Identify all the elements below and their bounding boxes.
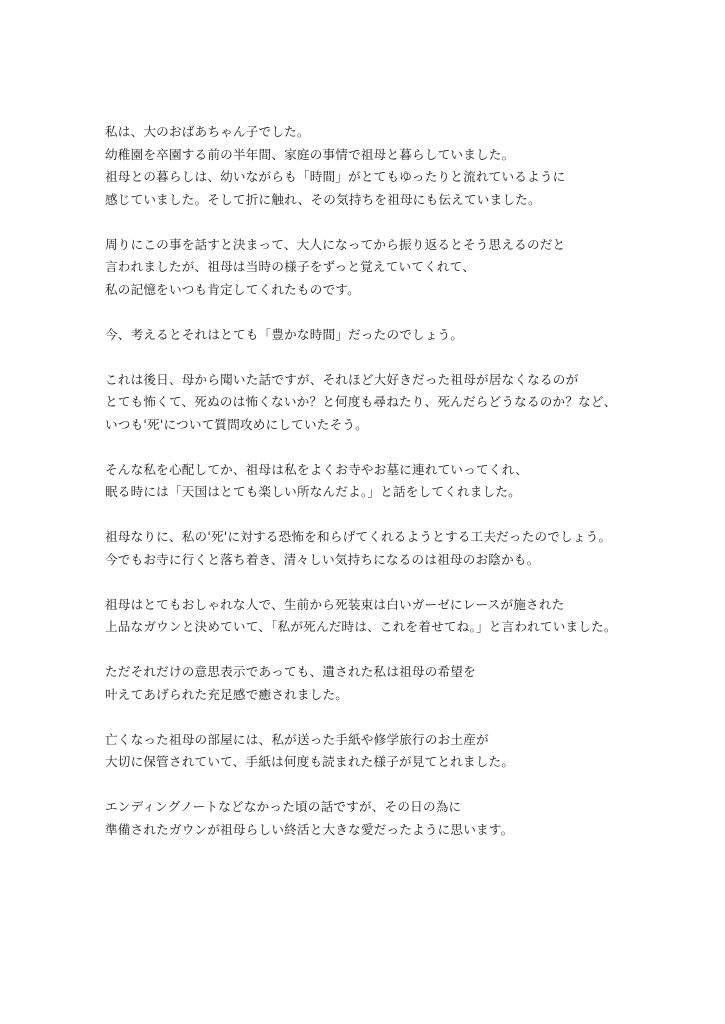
paragraph-1 [105, 121, 665, 211]
text-line: 祖母との暮らしは、幼いながらも「時間」がとてもゆったりと流れているように [105, 169, 566, 184]
text-line: 祖母なりに、私の'死'に対する恐怖を和らげてくれるようとする工夫だったのでしょう。 [105, 529, 612, 544]
text-line: 亡くなった祖母の部屋には、私が送った手紙や修学旅行のお土産が [105, 731, 489, 747]
text-line: いつも'死'について質問攻めにしていたそう。 [105, 416, 368, 432]
text-line: 叶えてあげられた充足感で癒されました。 [105, 686, 349, 702]
text-line: とても怖くて、死ぬのは怖くないか？と何度も尋ねたり、死んだらどうなるのか？など、 [105, 394, 617, 409]
text-line: これは後日、母から聞いた話ですが、それほど大好きだった祖母が居なくなるのが [105, 371, 579, 387]
paragraph-2 [105, 234, 665, 302]
text-line: 言われましたが、祖母は当時の様子をずっと覚えていてくれて、 [105, 259, 476, 274]
text-line: そんな私を心配してか、祖母は私をよくお寺やお墓に連れていってくれ、 [105, 461, 528, 477]
paragraph-7 [105, 594, 665, 639]
paragraph-4 [105, 369, 665, 437]
text-line: 周りにこの事を話すと決まって、大人になってから振り返るとそう思えるのだと [105, 236, 566, 252]
paragraph-8 [105, 661, 665, 706]
text-line: 私は、大のおばあちゃん子でした。 [105, 124, 310, 139]
document-body [105, 121, 665, 864]
paragraph-9 [105, 729, 665, 774]
text-line: ただそれだけの意思表示であっても、遺された私は祖母の希望を [105, 664, 476, 679]
text-line: 祖母はとてもおしゃれな人で、生前から死装束は白いガーゼにレースが施された [105, 596, 565, 612]
text-line: 今、考えるとそれはとても「豊かな時間」だったのでしょう。 [105, 326, 464, 342]
paragraph-10 [105, 796, 665, 841]
paragraph-6 [105, 526, 665, 571]
paragraph-5 [105, 459, 665, 504]
text-line: エンディングノートなどなかった頃の話ですが、その日の為に [105, 799, 462, 814]
text-line: 私の記憶をいつも肯定してくれたものです。 [105, 281, 360, 297]
text-line: 今でもお寺に行くと落ち着き、清々しい気持ちになるのは祖母のお陰かも。 [105, 551, 540, 567]
text-line: 準備されたガウンが祖母らしい終活と大きな愛だったように思います。 [105, 821, 514, 837]
text-line: 上品なガウンと決めていて、「私が死んだ時は、これを着せてね。」と言われていました。 [105, 619, 617, 634]
text-line: 眠る時には「天国はとても楽しい所なんだよ。」と話をしてくれました。 [105, 484, 521, 499]
text-line: 大切に保管されていて、手紙は何度も読まれた様子が見てとれました。 [105, 754, 515, 769]
text-line: 感じていました。そして折に触れ、その気持ちを祖母にも伝えていました。 [105, 191, 541, 207]
paragraph-3 [105, 324, 665, 347]
text-line: 幼稚園を卒園する前の半年間、家庭の事情で祖母と暮らしていました。 [105, 146, 515, 162]
